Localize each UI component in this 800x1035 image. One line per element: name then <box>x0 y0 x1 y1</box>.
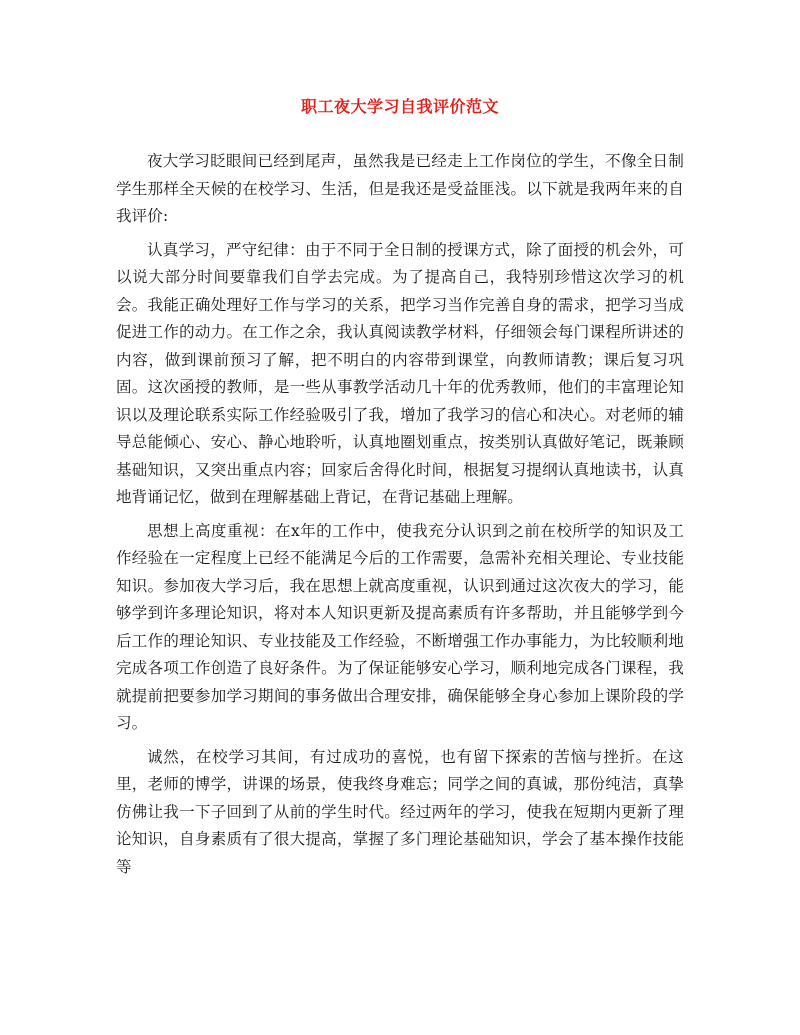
paragraph-attitude: 思想上高度重视：在x年的工作中，使我充分认识到之前在校所学的知识及工作经验在一定程度上已经不能满足今后的工作需要，急需补充相关理论、专业技能知识。参加夜大学习后，我在思想上就高度重视，认识到通过这次夜大的学习，能够学到许多理论知识，将对本人知识更新及提高素质有许多帮助，并且能够学到今后工作的理论知识、专业技能及工作经验，不断增强工作办事能力，为比较顺利地完成各项工作创造了良好条件。为了保证能够安心学习，顺利地完成各门课程，我就提前把要参加学习期间的事务做出合理安排，确保能够全身心参加上课阶段的学习。 <box>116 521 684 732</box>
paragraph-study-discipline: 认真学习，严守纪律：由于不同于全日制的授课方式，除了面授的机会外，可以说大部分时间要靠我们自学去完成。为了提高自己，我特别珍惜这次学习的机会。我能正确处理好工作与学习的关系，把学习当作完善自身的需求，把学习当成促进工作的动力。在工作之余，我认真阅读教学材料，仔细领会每门课程所讲述的内容，做到课前预习了解，把不明白的内容带到课堂，向教师请教；课后复习巩固。这次函授的教师，是一些从事教学活动几十年的优秀教师，他们的丰富理论知识以及理论联系实际工作经验吸引了我，增加了我学习的信心和决心。对老师的辅导总能倾心、安心、静心地聆听，认真地圈划重点，按类别认真做好笔记，既兼顾基础知识，又突出重点内容；回家后舍得化时间，根据复习提纲认真地读书，认真地背诵记忆，做到在理解基础上背记，在背记基础上理解。 <box>116 240 684 506</box>
paragraph-intro: 夜大学习眨眼间已经到尾声，虽然我是已经走上工作岗位的学生，不像全日制学生那样全天候的在校学习、生活，但是我还是受益匪浅。以下就是我两年来的自我评价: <box>116 152 684 225</box>
document-title: 职工夜大学习自我评价范文 <box>300 97 499 116</box>
paragraph-reflection: 诚然，在校学习其间，有过成功的喜悦，也有留下探索的苦恼与挫折。在这里，老师的博学，讲课的场景，使我终身难忘；同学之间的真诚，那份纯洁，真挚仿佛让我一下子回到了从前的学生时代。经过两年的学习，使我在短期内更新了理论知识，自身素质有了很大提高，掌握了多门理论基础知识，学会了基本操作技能等 <box>116 747 684 876</box>
document-page <box>116 96 684 887</box>
